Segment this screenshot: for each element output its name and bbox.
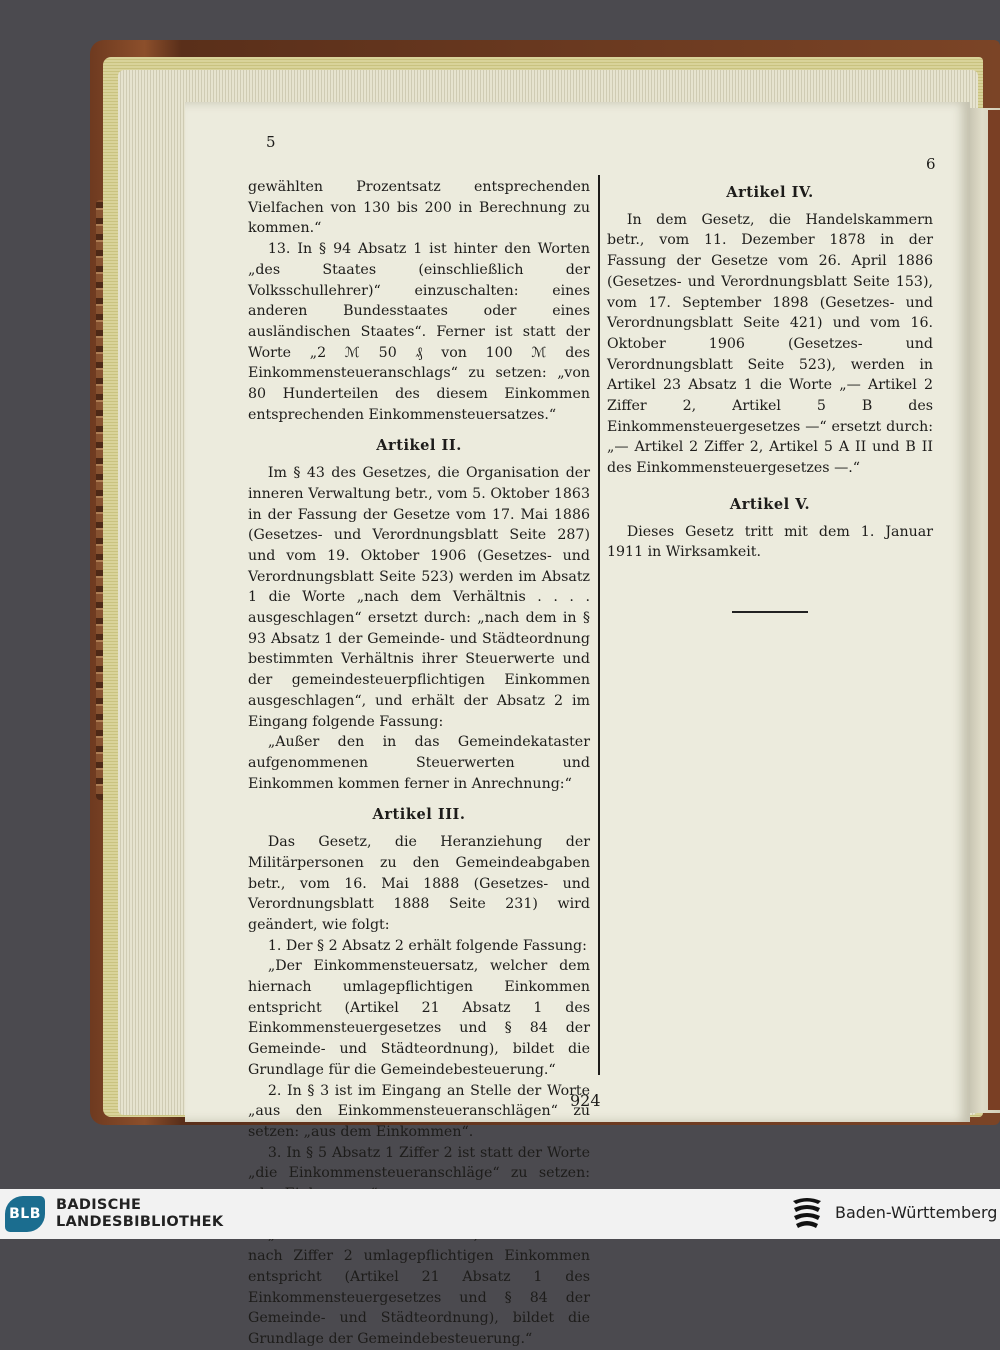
article-heading: Artikel III. [372, 806, 466, 824]
library-name-line2: LANDESBIBLIOTHEK [56, 1214, 224, 1230]
library-name [56, 1197, 223, 1231]
paragraph: 13. In § 94 Absatz 1 ist hinter den Worten „des Staates (einschließlich der Volksschullehrer)“ einzuschalten: eines anderen Bundesstaates oder eines ausländischen Staates“. Ferner ist statt der Worte „2 ℳ 50 ₰ von 100 ℳ des Einkommensteueranschlags“ zu setzen: „von 80 Hunderteilen des diesem Einkommen entsprechenden Einkommensteuersatzes.“ [248, 241, 590, 423]
paragraph: Im § 43 des Gesetzes, die Organisation der inneren Verwaltung betr., vom 5. Oktober 1863 in der Fassung der Gesetze vom 17. Mai 1886 (Gesetzes- und Verordnungsblatt Seite 287) und vom 19. Oktober 1906 (Gesetzes- und Verordnungsblatt Seite 523) werden im Absatz 1 die Worte „nach dem Verhältnis . . . . ausgeschlagen“ ersetzt durch: „nach dem in § 93 Absatz 1 der Gemeinde- und Städteordnung bestimmten Verhältnis ihrer Steuerwerte und der gemeindesteuerpflichtigen Einkommen ausgeschlagen“, und erhält der Absatz 2 im Eingang folgende Fassung: [248, 465, 590, 730]
paragraph: In dem Gesetz, die Handelskammern betr., vom 11. Dezember 1878 in der Fassung der Gesetze vom 26. April 1886 (Gesetzes- und Verordnungsblatt Seite 153), vom 17. September 1898 (Gesetzes- und Verordnungsblatt Seite 421) und vom 16. Oktober 1906 (Gesetzes- und Verordnungsblatt Seite 523), werden in Artikel 23 Absatz 1 die Worte „— Artikel 2 Ziffer 2, Artikel 5 B des Einkommensteuergesetzes —“ ersetzt durch: „— Artikel 2 Ziffer 2, Artikel 5 A II und B II des Einkommensteuergesetzes —.“ [607, 211, 933, 477]
blb-logo: BLB [5, 1196, 45, 1232]
right-cover-edge [988, 110, 1000, 1110]
article-heading: Artikel V. [729, 495, 811, 513]
paragraph: 1. Der § 2 Absatz 2 erhält folgende Fassung: [267, 937, 587, 954]
paragraph: „Außer den in das Gemeindekataster aufgenommenen Steuerwerten und Einkommen kommen ferner in Anrechnung:“ [248, 734, 590, 792]
column-divider [598, 175, 600, 1075]
closing-rule [732, 611, 808, 613]
library-name-line1: BADISCHE [56, 1197, 142, 1213]
state-name: Baden-Württemberg [835, 1203, 998, 1222]
right-column [607, 183, 933, 563]
coat-of-arms-icon [790, 1195, 824, 1233]
paragraph: Dieses Gesetz tritt mit dem 1. Januar 1911 in Wirksamkeit. [607, 523, 933, 561]
paragraph: Das Gesetz, die Heranziehung der Militärpersonen zu den Gemeindeabgaben betr., vom 16. Mai 1888 (Gesetzes- und Verordnungsblatt 1888 Seite 231) wird geändert, wie folgt: [248, 834, 590, 933]
bottom-page-number: 924 [570, 1091, 601, 1110]
article-heading: Artikel II. [376, 437, 462, 455]
paragraph: gewählten Prozentsatz entsprechenden Vielfachen von 130 bis 200 in Berechnung zu kommen.“ [248, 179, 590, 237]
article-heading: Artikel IV. [726, 184, 814, 201]
right-page-number: 6 [926, 155, 936, 173]
paragraph: nach Ziffer 2 umlagepflichtigen Einkommen entspricht (Artikel 21 Absatz 1 des Einkommensteuergesetzes und § 84 der Gemeinde- und Städteordnung), bildet die Grundlage der Gemeindebesteuerung.“ [248, 1248, 590, 1347]
paragraph: 2. In § 3 ist im Eingang an Stelle der Worte „aus den Einkommensteueranschlägen“ zu setzen: „aus dem Einkommen“. [248, 1082, 590, 1140]
left-page-number: 5 [266, 133, 276, 151]
paragraph: „Der Einkommensteuersatz, welcher dem hiernach umlagepflichtigen Einkommen entspricht (Artikel 21 Absatz 1 des Einkommensteuergesetzes und § 84 der Gemeinde- und Städteordnung), bildet die Grundlage für die Gemeindebesteuerung.“ [248, 958, 590, 1078]
left-column [248, 177, 590, 1350]
paragraph: 3. In § 5 Absatz 1 Ziffer 2 ist statt der Worte „die Einkommensteueranschläge“ zu setzen: [248, 1144, 590, 1182]
